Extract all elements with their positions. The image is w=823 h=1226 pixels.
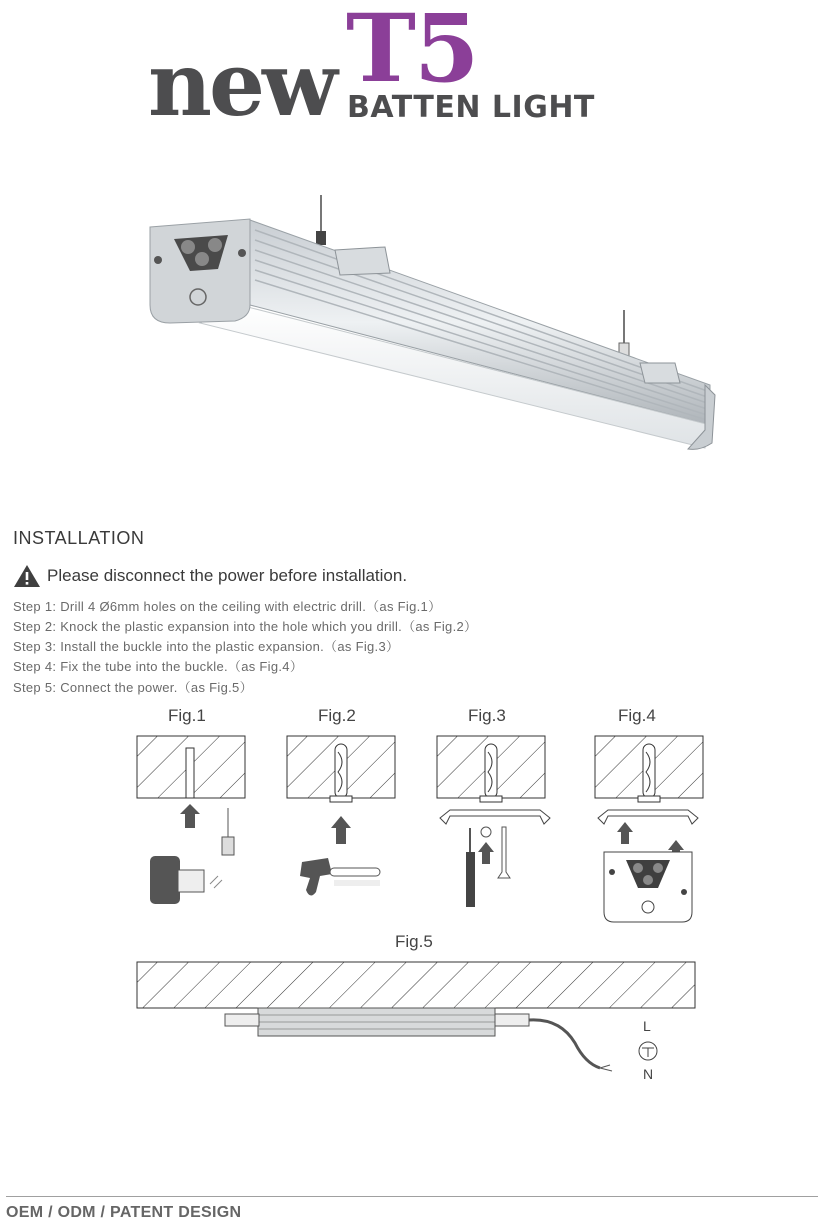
- step-5: Step 5: Connect the power.（as Fig.5）: [13, 680, 253, 695]
- warning-text: Please disconnect the power before installation.: [47, 566, 408, 585]
- fig5-diagram: [130, 958, 710, 1088]
- live-wire-label: L: [643, 1018, 651, 1034]
- fig3-label: Fig.3: [468, 706, 506, 725]
- warning-row: [13, 564, 407, 588]
- installation-title: INSTALLATION: [13, 528, 145, 548]
- step-1: Step 1: Drill 4 Ø6mm holes on the ceiling with electric drill.（as Fig.1）: [13, 599, 442, 614]
- brand-new-text: new: [148, 32, 335, 136]
- fig1-label: Fig.1: [168, 706, 206, 725]
- fig4-label: Fig.4: [618, 706, 656, 725]
- batten-light-product-image: [140, 195, 720, 460]
- warning-icon: [13, 564, 41, 588]
- fig3-diagram: [430, 732, 555, 912]
- footer-text: OEM / ODM / PATENT DESIGN: [6, 1204, 242, 1221]
- brand-product-text: BATTEN LIGHT: [347, 90, 595, 125]
- fig2-diagram: [280, 732, 405, 912]
- fig2-label: Fig.2: [318, 706, 356, 725]
- footer-divider: [6, 1196, 818, 1197]
- step-3: Step 3: Install the buckle into the plastic expansion.（as Fig.3）: [13, 639, 400, 654]
- fig4-diagram: [588, 732, 713, 927]
- step-4: Step 4: Fix the tube into the buckle.（as Fig.4）: [13, 659, 304, 674]
- fig5-label: Fig.5: [395, 932, 433, 951]
- step-2: Step 2: Knock the plastic expansion into the hole which you drill.（as Fig.2）: [13, 619, 478, 634]
- neutral-wire-label: N: [643, 1066, 654, 1082]
- fig1-diagram: [130, 732, 255, 912]
- brand-model-text: T5: [346, 0, 478, 104]
